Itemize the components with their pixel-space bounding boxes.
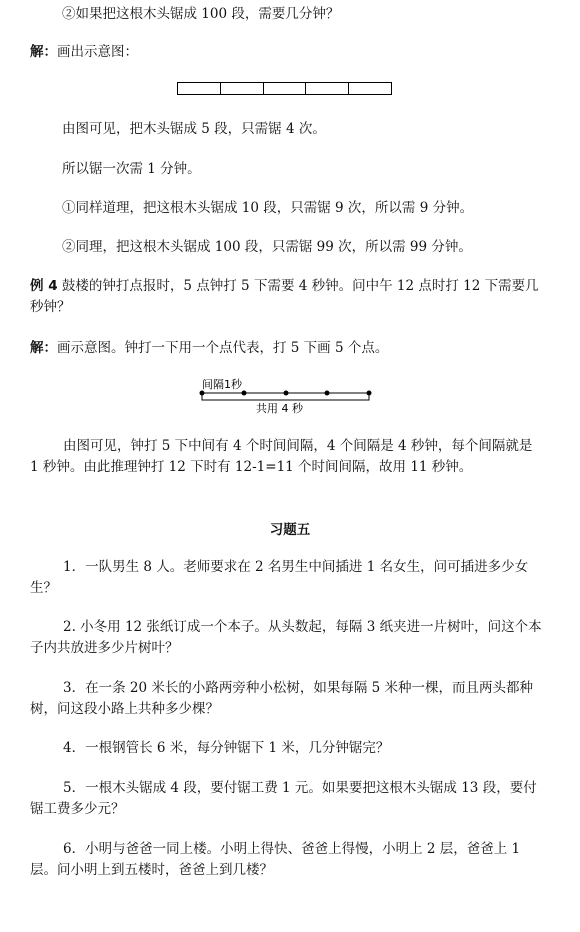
solution2-explanation: 由图可见，钟打 5 下中间有 4 个时间间隔，4 个间隔是 4 秒钟，每个间隔就是 1 秒钟。由此推理钟打 12 下时有 12-1=11 个时间间隔，故用 11 秒钟。 <box>30 438 533 475</box>
log-segment <box>264 83 307 94</box>
log-segment <box>178 83 221 94</box>
exercise-item: 6．小明与爸爸一同上楼。小明上得快、爸爸上得慢，小明上 2 层，爸爸上 1 层。问小明上到五楼时，爸爸上到几楼？ <box>30 841 521 878</box>
strike-dot <box>284 391 289 396</box>
solution1-line: 由图可见，把木头锯成 5 段，只需锯 4 次。 <box>62 121 326 137</box>
intro-question: ②如果把这根木头锯成 100 段，需要几分钟？ <box>62 6 340 22</box>
exercise-item: 3．在一条 20 米长的小路两旁种小松树，如果每隔 5 米种一棵，而且两头都种树，问这段小路上共种多少棵？ <box>30 680 534 717</box>
log-segment <box>306 83 349 94</box>
example4-label: 例 4 <box>30 278 58 294</box>
log-segment-diagram <box>177 82 392 95</box>
exercise-item: 1．一队男生 8 人。老师要求在 2 名男生中间插进 1 名女生，问可插进多少女生？ <box>30 559 529 596</box>
log-segment <box>349 83 391 94</box>
solution1-heading <box>30 42 138 62</box>
solution1-label: 解： <box>30 44 57 60</box>
solution2-text: 画示意图。钟打一下用一个点代表，打 5 下画 5 个点。 <box>57 340 389 356</box>
total-time-label: 共用 4 秒 <box>256 402 303 415</box>
strike-dot <box>367 391 372 396</box>
log-segment <box>221 83 264 94</box>
total-bracket <box>202 395 369 400</box>
exercises-title: 习题五 <box>269 522 311 538</box>
strike-dot <box>200 391 205 396</box>
exercise-item: 4．一根钢管长 6 米，每分钟锯下 1 米，几分钟锯完？ <box>63 740 390 756</box>
solution1-text: 画出示意图： <box>57 44 138 60</box>
example4-text: 鼓楼的钟打点报时，5 点钟打 5 下需要 4 秒钟。问中午 12 点时打 12 下需要几秒钟？ <box>30 278 539 315</box>
solution1-line: ②同理，把这根木头锯成 100 段，只需锯 99 次，所以需 99 分钟。 <box>62 239 472 255</box>
interval-label: 间隔1秒 <box>202 378 242 391</box>
strike-dot <box>242 391 247 396</box>
example4 <box>30 276 542 318</box>
exercise-item: 5．一根木头锯成 4 段，要付锯工费 1 元。如果要把这根木头锯成 13 段，要付锯工费多少元？ <box>30 780 537 817</box>
solution2-label: 解： <box>30 340 57 356</box>
solution2-heading <box>30 338 388 358</box>
bell-strike-diagram <box>192 374 382 418</box>
solution1-line: 所以锯一次需 1 分钟。 <box>62 161 201 177</box>
strike-dot <box>325 391 330 396</box>
exercise-item: 2. 小冬用 12 张纸订成一个本子。从头数起，每隔 3 纸夹进一片树叶，问这个本子内共放进多少片树叶？ <box>30 619 542 656</box>
solution1-line: ①同样道理，把这根木头锯成 10 段，只需锯 9 次，所以需 9 分钟。 <box>62 200 474 216</box>
